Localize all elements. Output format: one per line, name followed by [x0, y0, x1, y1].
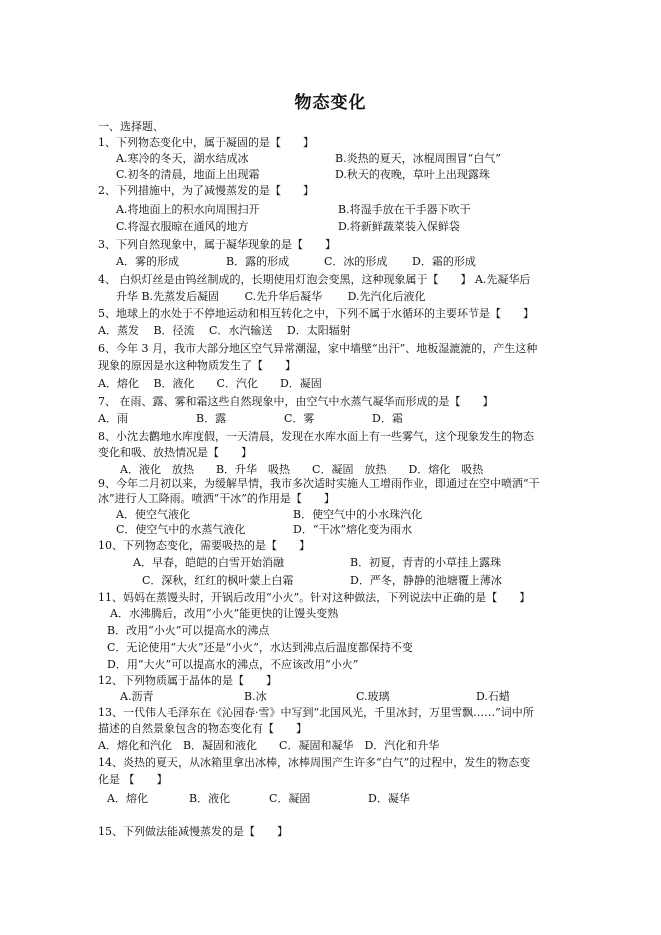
question-12-option-a: A.沥青 — [120, 690, 154, 703]
question-14-option-d: D．凝华 — [368, 792, 410, 805]
question-7-option-d: D．霜 — [372, 412, 403, 425]
question-6-line-2: 现象的原因是水这种物质发生了【 】 — [98, 359, 296, 372]
question-2-option-b: B.将湿手放在干手器下吹干 — [338, 203, 471, 216]
question-14-option-c: C．凝固 — [269, 792, 311, 805]
question-14-option-a: A．熔化 — [107, 792, 148, 805]
question-13-line-1: 13、一代伟人毛泽东在《沁园春·雪》中写到“北国风光，千里冰封，万里雪飘……”词中所 — [98, 706, 534, 719]
question-5-stem: 5、地球上的水处于不停地运动和相互转化之中，下列不属于水循环的主要环节是【 】 — [98, 307, 534, 320]
question-12-stem: 12、下列物质属于晶体的是【 】 — [98, 674, 277, 687]
question-1-option-d: D.秋天的夜晚，草叶上出现露珠 — [335, 168, 490, 181]
question-11-stem: 11、妈妈在蒸馒头时，开锅后改用“小火”。针对这种做法，下列说法中正确的是【 】 — [98, 591, 531, 604]
question-7-option-c: C．雾 — [284, 412, 315, 425]
question-15-stem: 15、下列做法能减慢蒸发的是【 】 — [98, 825, 288, 838]
question-14-line-1: 14、炎热的夏天，从冰箱里拿出冰棒，冰棒周围产生许多“白气”的过程中，发生的物态变 — [98, 756, 531, 769]
question-2-option-a: A.将地面上的积水向周围扫开 — [116, 203, 260, 216]
question-8-line-1: 8、小沈去鹳地水库度假，一天清晨，发现在水库水面上有一些雾气，这个现象发生的物态 — [98, 430, 534, 443]
question-2-option-d: D.将新鲜蔬菜装入保鲜袋 — [338, 220, 460, 233]
question-9-option-d: D．“干冰”熔化变为雨水 — [293, 523, 413, 536]
question-9-option-a: A．使空气液化 — [116, 508, 190, 521]
question-11-option-a: A．水沸腾后，改用“小火”能更快的让馒头变熟 — [110, 607, 339, 620]
question-7-option-a: A．雨 — [98, 412, 128, 425]
question-13-line-2: 描述的自然景象包含的物态变化有【 】 — [98, 722, 307, 735]
question-9-line-1: 9、今年二月初以来，为缓解旱情，我市多次适时实施人工增雨作业，即通过在空中喷洒“干 — [98, 477, 540, 490]
question-1-option-c: C.初冬的清晨，地面上出现霜 — [116, 168, 260, 181]
question-12-option-c: C.玻璃 — [356, 690, 390, 703]
question-10-option-d: D．严冬，静静的池塘覆上薄冰 — [350, 574, 502, 587]
question-9-option-b: B．使空气中的小水珠汽化 — [293, 508, 423, 521]
question-2-stem: 2、下列措施中，为了减慢蒸发的是【 】 — [98, 184, 314, 197]
question-11-option-c: C．无论使用“大火”还是“小火”，水达到沸点后温度都保持不变 — [107, 641, 413, 654]
question-1-option-a: A.寒冷的冬天，湖水结成冰 — [116, 152, 249, 165]
question-3-option-d: D．霜的形成 — [412, 255, 476, 268]
question-3-option-b: B．露的形成 — [226, 255, 290, 268]
question-2-option-c: C.将湿衣服晾在通风的地方 — [116, 220, 249, 233]
question-10-option-c: C．深秋，红红的枫叶蒙上白霜 — [142, 574, 294, 587]
question-9-line-2: 冰”进行人工降雨。喷洒“干冰”的作用是【 】 — [98, 492, 335, 505]
question-1-stem: 1、下列物态变化中，属于凝固的是【 】 — [98, 136, 314, 149]
question-6-line-1: 6、今年 3 月，我市大部分地区空气异常潮湿，家中墙壁“出汗”、地板湿漉漉的，产生这种 — [98, 342, 538, 355]
question-10-option-a: A．早春，皑皑的白雪开始消融 — [133, 556, 284, 569]
question-14-option-b: B．液化 — [189, 792, 231, 805]
question-13-options: A．熔化和汽化 B．凝固和液化 C．凝固和凝华 D．汽化和升华 — [98, 739, 440, 752]
question-7-stem: 7、 在雨、露、雾和霜这些自然现象中，由空气中水蒸气凝华而形成的是【 】 — [98, 395, 494, 408]
question-6-options: A．熔化 B．液化 C．汽化 D．凝固 — [98, 377, 322, 390]
question-5-options: A．蒸发 B．径流 C．水汽输送 D．太阳辐射 — [98, 324, 351, 337]
question-12-option-b: B.冰 — [244, 690, 267, 703]
question-8-line-2: 变化和吸、放热情况是【 】 — [98, 446, 252, 459]
question-3-option-a: A．雾的形成 — [116, 255, 179, 268]
page-title: 物态变化 — [294, 93, 367, 113]
question-8-options: A．液化 放热 B．升华 吸热 C．凝固 放热 D．熔化 吸热 — [120, 463, 484, 476]
question-3-stem: 3、下列自然现象中，属于凝华现象的是【 】 — [98, 238, 336, 251]
question-4-line-2: 升华 B.先蒸发后凝固 C.先升华后凝华 D.先汽化后液化 — [116, 290, 426, 303]
question-1-option-b: B.炎热的夏天，冰棍周围冒“白气” — [335, 152, 501, 165]
question-10-option-b: B．初夏，青青的小草挂上露珠 — [350, 556, 502, 569]
question-12-option-d: D.石蜡 — [476, 690, 510, 703]
question-14-line-2: 化是 【 】 — [98, 773, 168, 786]
question-3-option-c: C．冰的形成 — [324, 255, 388, 268]
question-4-line-1: 4、 白炽灯丝是由钨丝制成的，长期使用灯泡会变黑，这种现象属于【 】 A.先凝华后 — [98, 273, 531, 286]
question-9-option-c: C．使空气中的水蒸气液化 — [116, 523, 246, 536]
question-10-stem: 10、下列物态变化，需要吸热的是【 】 — [98, 539, 310, 552]
question-7-option-b: B．露 — [196, 412, 227, 425]
section-heading: 一、选择题、 — [98, 120, 164, 133]
question-11-option-d: D．用“大火”可以提高水的沸点，不应该改用“小火” — [107, 658, 359, 671]
question-11-option-b: B．改用“小火”可以提高水的沸点 — [107, 624, 270, 637]
